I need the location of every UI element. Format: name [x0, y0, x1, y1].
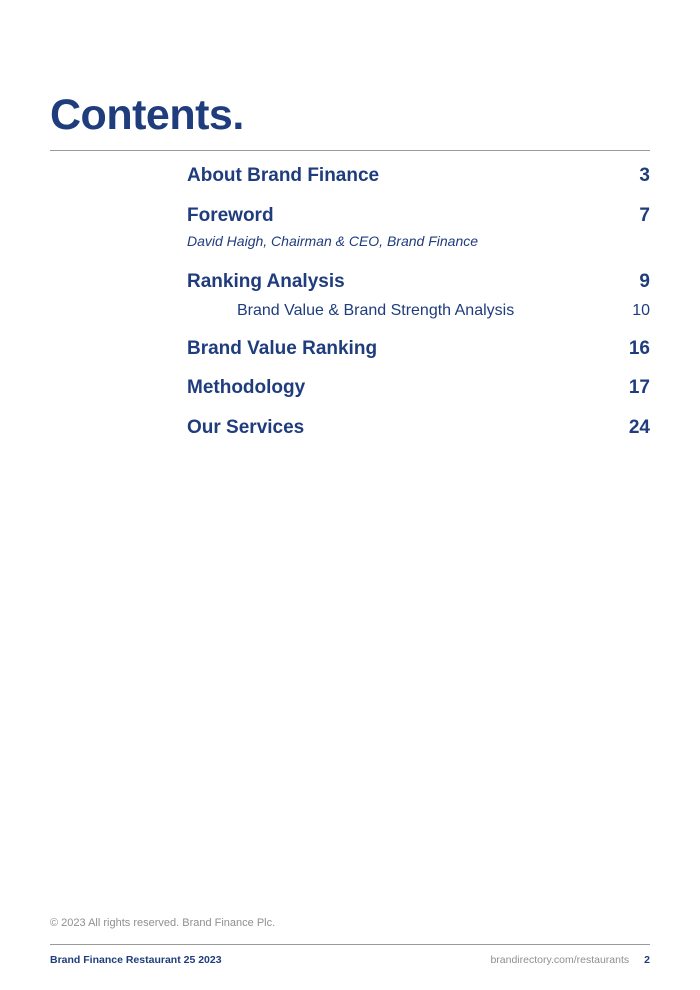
- footer-right-group: [490, 954, 650, 966]
- toc-entry-about-brand-finance[interactable]: [187, 166, 650, 185]
- toc-entry-our-services[interactable]: [187, 418, 650, 437]
- site-url-link[interactable]: brandirectory.com/restaurants: [490, 954, 630, 966]
- toc-entry-foreword[interactable]: [187, 206, 650, 225]
- toc-entry-page-number: 24: [628, 417, 650, 438]
- page-title: Contents.: [50, 91, 244, 139]
- page-number: 2: [644, 954, 650, 966]
- toc-entry-label: Foreword: [187, 205, 274, 226]
- footer-bar: [50, 954, 650, 966]
- toc-entry-label: Brand Value Ranking: [187, 338, 378, 359]
- toc-entry-page-number: 3: [639, 165, 650, 186]
- toc-entry-brand-value-ranking[interactable]: [187, 339, 650, 358]
- toc-entry-page-number: 16: [628, 338, 650, 359]
- toc-entry-label: Ranking Analysis: [187, 271, 345, 292]
- toc-entry-page-number: 7: [639, 205, 650, 226]
- toc-entry-label: David Haigh, Chairman & CEO, Brand Finance: [187, 233, 479, 249]
- footer-divider: [50, 944, 650, 945]
- toc-entry-page-number: 9: [639, 271, 650, 292]
- copyright-notice: © 2023 All rights reserved. Brand Finance Plc.: [50, 917, 276, 929]
- toc-entry-label: Brand Value & Brand Strength Analysis: [237, 302, 515, 319]
- toc-entry-page-number: 17: [628, 377, 650, 398]
- report-title: Brand Finance Restaurant 25 2023: [50, 954, 222, 966]
- toc-entry-page-number: 10: [632, 302, 650, 319]
- table-of-contents: [187, 166, 650, 437]
- toc-entry-label: Our Services: [187, 417, 305, 438]
- title-divider: [50, 150, 650, 151]
- toc-entry-brand-value-strength-analysis[interactable]: [187, 303, 650, 319]
- toc-entry-ranking-analysis[interactable]: [187, 272, 650, 291]
- toc-entry-label: Methodology: [187, 377, 306, 398]
- toc-entry-label: About Brand Finance: [187, 165, 380, 186]
- toc-entry-methodology[interactable]: [187, 378, 650, 397]
- toc-entry-foreword-author: [187, 234, 650, 248]
